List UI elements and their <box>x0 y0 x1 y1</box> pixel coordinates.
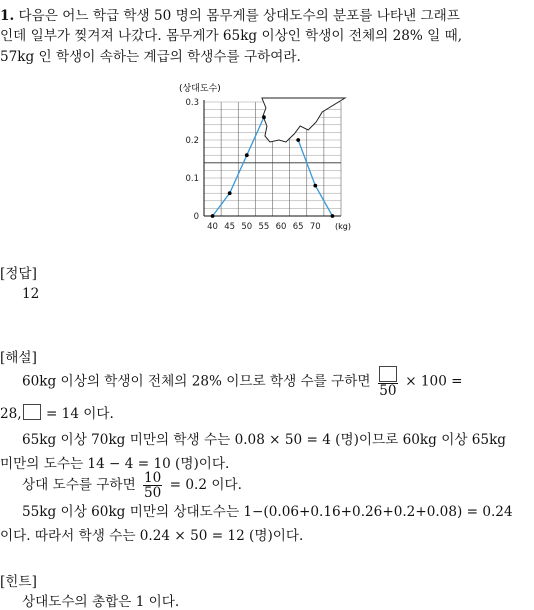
x-tick-label: 40 <box>207 222 218 232</box>
problem-text-1: 다음은 어느 학급 학생 50 명의 몸무게를 상대도수의 분포를 나타낸 그래프 <box>18 8 460 24</box>
solution-header: [해설] <box>0 350 37 366</box>
data-point <box>331 214 335 218</box>
data-point <box>245 153 249 157</box>
data-point <box>313 184 317 188</box>
solution-line-5-tail: = 0.2 이다. <box>169 477 242 493</box>
problem-line-1 <box>0 4 460 24</box>
solution-line-1-text: 60kg 이상의 학생이 전체의 28% 이므로 학생 수를 구하면 <box>22 373 371 390</box>
fraction-10-over-50 <box>143 471 162 500</box>
answer-header: [정답] <box>0 266 37 282</box>
torn-edge <box>262 98 345 142</box>
fraction-denominator: 50 <box>144 485 162 501</box>
solution-line-6: 55kg 이상 60kg 미만의 상대도수는 1−(0.06+0.16+0.26+0.2+0.08) = 0.24 <box>22 504 513 520</box>
solution-line-1-tail: × 100 = <box>405 373 463 390</box>
problem-line-2: 인데 일부가 찢겨져 나갔다. 몸무게가 65kg 이상인 학생이 전체의 28% 일 때, <box>0 28 463 44</box>
x-tick-label: 50 <box>241 222 253 232</box>
solution-line-2 <box>0 402 114 422</box>
y-tick-label: 0.1 <box>185 174 199 184</box>
fraction-denominator: 50 <box>379 383 397 399</box>
problem-number: 1. <box>0 8 15 24</box>
x-axis-label: (kg) <box>335 222 351 231</box>
solution-line-5 <box>22 471 242 500</box>
x-tick-label: 65 <box>292 222 304 232</box>
fraction-numerator: 10 <box>144 470 162 486</box>
blank-box <box>23 404 41 420</box>
y-axis-label: (상대도수) <box>179 84 221 94</box>
solution-line-5-text: 상대 도수를 구하면 <box>22 477 136 493</box>
data-point <box>296 138 300 142</box>
y-tick-label: 0 <box>193 212 199 222</box>
x-tick-label: 60 <box>275 222 287 232</box>
solution-line-4: 미만의 도수는 14 − 4 = 10 (명)이다. <box>0 456 230 472</box>
problem-line-3: 57kg 인 학생이 속하는 계급의 학생수를 구하여라. <box>0 49 301 65</box>
solution-line-3: 65kg 이상 70kg 미만의 학생 수는 0.08 × 50 = 4 (명)이므로 60kg 이상 65kg <box>22 432 507 448</box>
data-point <box>262 115 266 119</box>
y-tick-label: 0.3 <box>185 98 199 108</box>
relative-frequency-chart <box>0 80 534 240</box>
solution-line-1 <box>22 366 463 398</box>
x-tick-label: 45 <box>224 222 236 232</box>
hint-text: 상대도수의 총합은 1 이다. <box>22 594 180 610</box>
hint-header: [힌트] <box>0 574 37 590</box>
data-point <box>211 214 215 218</box>
answer-value: 12 <box>22 286 40 302</box>
fraction-blank-over-50 <box>378 366 398 398</box>
solution-line-2-a: 28, <box>0 406 22 422</box>
blank-box <box>379 366 397 382</box>
x-tick-label: 70 <box>309 222 321 232</box>
data-point <box>228 191 232 195</box>
x-tick-label: 55 <box>258 222 270 232</box>
solution-line-7: 이다. 따라서 학생 수는 0.24 × 50 = 12 (명)이다. <box>0 528 304 544</box>
y-tick-label: 0.2 <box>185 136 199 146</box>
solution-line-2-b: = 14 이다. <box>45 406 114 422</box>
